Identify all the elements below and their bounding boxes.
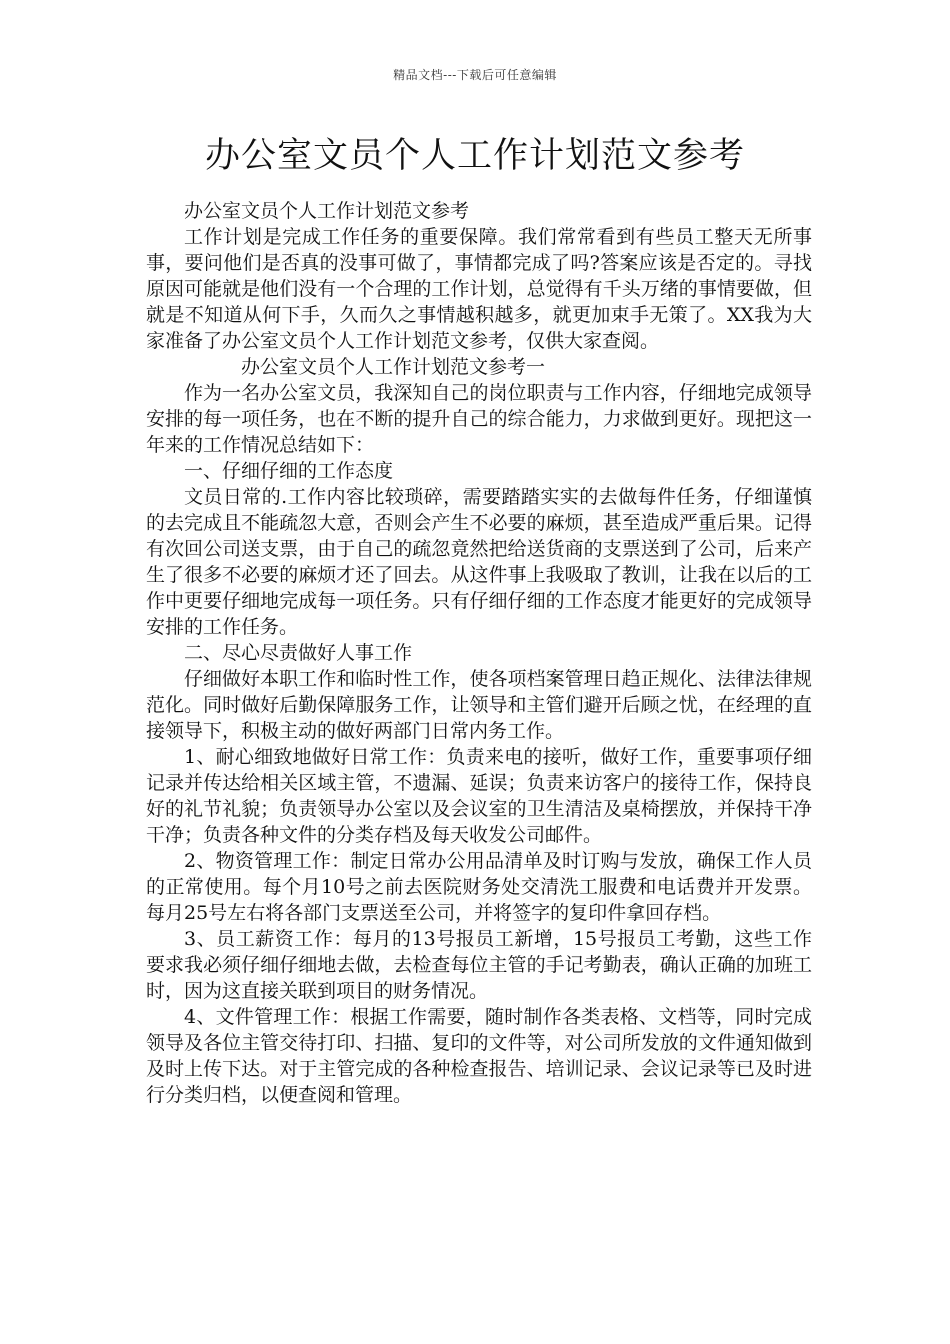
section-heading-attitude: 一、仔细仔细的工作态度 [184,460,394,482]
document-title: 办公室文员个人工作计划范文参考 [204,136,745,176]
list-item-documents: 4、文件管理工作：根据工作需要，随时制作各类表格、文档等，同时完成领导及各位主管交待打印、扫描、复印的文件等，对公司所发放的文件通知做到及时上传下达。对于主管完成的各种检查报告、培训记录、会议记录等已及时进行分类归档，以便查阅和管理。 [146,1006,812,1106]
intro-paragraph: 工作计划是完成工作任务的重要保障。我们常常看到有些员工整天无所事事，要问他们是否真的没事可做了，事情都完成了吗?答案应该是否定的。寻找原因可能就是他们没有一个合理的工作计划，总觉得有千头万绪的事情要做，但就是不知道从何下手，久而久之事情越积越多，就更加束手无策了。XX我为大家准备了办公室文员个人工作计划范文参考，仅供大家查阅。 [146,226,812,352]
section-heading-sample-one: 办公室文员个人工作计划范文参考一 [241,356,546,378]
document-body [146,198,812,1108]
body-paragraph: 仔细做好本职工作和临时性工作，使各项档案管理日趋正规化、法律法律规范化。同时做好后勤保障服务工作，让领导和主管们避开后顾之忧，在经理的直接领导下，积极主动的做好两部门日常内务工作。 [146,668,812,742]
list-item-supplies: 2、物资管理工作：制定日常办公用品清单及时订购与发放，确保工作人员的正常使用。每个月10号之前去医院财务处交清洗工服费和电话费并开发票。每月25号左右将各部门支票送至公司，并将签字的复印件拿回存档。 [146,850,812,924]
page-header-note: 精品文档---下载后可任意编辑 [393,68,557,82]
body-paragraph: 作为一名办公室文员，我深知自己的岗位职责与工作内容，仔细地完成领导安排的每一项任务，也在不断的提升自己的综合能力，力求做到更好。现把这一年来的工作情况总结如下： [146,382,812,456]
list-item-daily-work: 1、耐心细致地做好日常工作：负责来电的接听，做好工作，重要事项仔细记录并传达给相关区域主管，不遗漏、延误；负责来访客户的接待工作，保持良好的礼节礼貌；负责领导办公室以及会议室的卫生清洁及桌椅摆放，并保持干净干净；负责各种文件的分类存档及每天收发公司邮件。 [146,746,812,846]
list-item-payroll: 3、员工薪资工作：每月的13号报员工新增，15号报员工考勤，这些工作要求我必须仔细仔细地去做，去检查每位主管的手记考勤表，确认正确的加班工时，因为这直接关联到项目的财务情况。 [146,928,812,1002]
body-paragraph: 文员日常的.工作内容比较琐碎，需要踏踏实实的去做每件任务，仔细谨慎的去完成且不能疏忽大意，否则会产生不必要的麻烦，甚至造成严重后果。记得有次回公司送支票，由于自己的疏忽竟然把给送货商的支票送到了公司，后来产生了很多不必要的麻烦才还了回去。从这件事上我吸取了教训，让我在以后的工作中更要仔细地完成每一项任务。只有仔细仔细的工作态度才能更好的完成领导安排的工作任务。 [146,486,812,638]
section-heading-personnel: 二、尽心尽责做好人事工作 [184,642,413,664]
intro-title-paragraph: 办公室文员个人工作计划范文参考 [184,200,470,222]
